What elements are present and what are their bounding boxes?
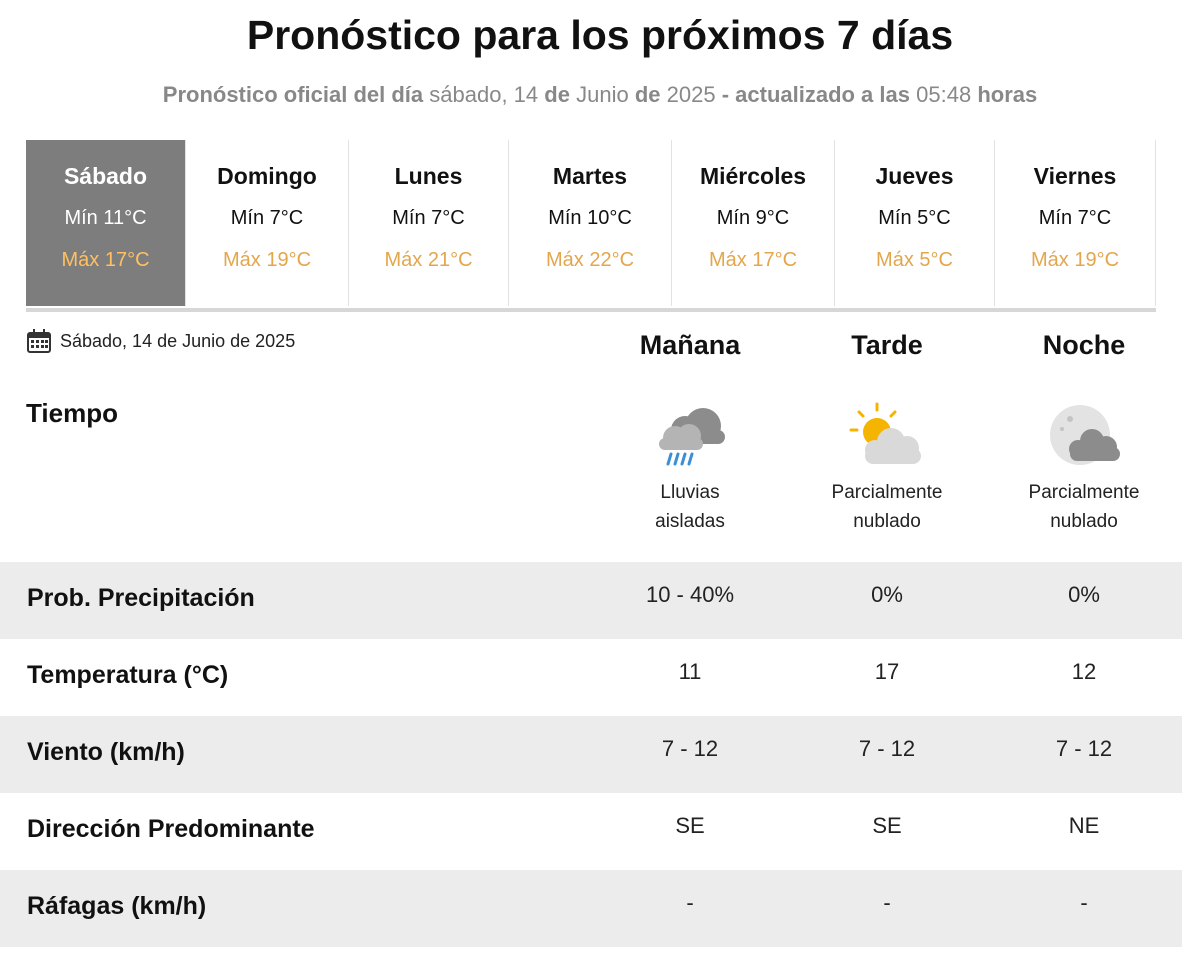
table-row [0, 716, 1182, 793]
table-row [0, 562, 1182, 639]
day-max-temp: Máx 21°C [384, 249, 473, 271]
tab-day-martes[interactable] [509, 140, 672, 306]
day-name: Jueves [875, 163, 954, 189]
day-name: Lunes [394, 163, 463, 189]
row-value: SE [872, 813, 902, 838]
day-max-temp: Máx 17°C [708, 249, 798, 271]
rain-cloud-icon [645, 402, 735, 472]
forecast-detail-table [0, 562, 1182, 947]
sun-cloud-icon [847, 402, 927, 472]
row-label: Prob. Precipitación [27, 584, 255, 612]
table-row [0, 870, 1182, 947]
tab-day-viernes[interactable] [995, 140, 1156, 306]
day-min-temp: Mín 9°C [716, 207, 790, 229]
subtitle-prefix: Pronóstico oficial del día [162, 82, 424, 107]
row-value: SE [675, 813, 705, 838]
row-value: 0% [871, 582, 903, 607]
day-max-temp: Máx 22°C [545, 249, 635, 271]
weather-desc-line2: aisladas [655, 511, 725, 532]
subtitle-de-1: de [544, 82, 570, 107]
selected-date-text: Sábado, 14 de Junio de 2025 [60, 330, 296, 351]
day-tabs [26, 140, 1156, 312]
subtitle-month: Junio [576, 82, 629, 107]
day-name: Martes [552, 163, 628, 189]
subtitle-updated: - actualizado a las [721, 82, 910, 107]
day-max-temp: Máx 19°C [222, 249, 312, 271]
subtitle-year: 2025 [666, 82, 716, 107]
tiempo-label: Tiempo [26, 398, 118, 428]
period-header-noche: Noche [1042, 330, 1126, 360]
row-value: 7 - 12 [661, 736, 719, 761]
row-value: - [686, 890, 694, 915]
tab-day-jueves[interactable] [835, 140, 995, 306]
page-title: Pronóstico para los próximos 7 días [246, 12, 954, 58]
period-header-manana: Mañana [639, 330, 741, 360]
table-row [0, 639, 1182, 716]
day-min-temp: Mín 11°C [64, 207, 147, 229]
row-value: 17 [874, 659, 900, 684]
row-label: Dirección Predominante [27, 815, 315, 843]
period-header-tarde: Tarde [851, 330, 923, 360]
row-value: NE [1068, 813, 1100, 838]
row-value: 12 [1071, 659, 1097, 684]
row-value: - [883, 890, 891, 915]
selected-date [26, 328, 295, 354]
subtitle-weekday: sábado, 14 [429, 82, 539, 107]
day-max-temp: Máx 19°C [1030, 249, 1120, 271]
row-value: 7 - 12 [858, 736, 916, 761]
day-min-temp: Mín 7°C [392, 207, 465, 229]
tab-day-sabado[interactable] [26, 140, 186, 306]
table-row [0, 793, 1182, 870]
day-min-temp: Mín 7°C [230, 207, 304, 229]
weather-desc-line1: Lluvias [660, 482, 720, 503]
weather-tarde [787, 398, 987, 536]
weather-desc-line2: nublado [853, 511, 921, 532]
weather-desc-line2: nublado [1050, 511, 1118, 532]
row-value: 0% [1068, 582, 1100, 607]
day-min-temp: Mín 10°C [548, 207, 632, 229]
forecast-subtitle [0, 80, 1200, 110]
tab-day-lunes[interactable] [349, 140, 509, 306]
day-name: Domingo [217, 163, 317, 189]
day-max-temp: Máx 5°C [876, 249, 953, 271]
day-name: Sábado [63, 163, 148, 189]
day-min-temp: Mín 7°C [1038, 207, 1112, 229]
subtitle-time: 05:48 [916, 82, 972, 107]
row-value: 10 - 40% [645, 582, 735, 607]
row-value: - [1080, 890, 1088, 915]
row-label: Temperatura (°C) [27, 661, 229, 689]
day-max-temp: Máx 17°C [61, 249, 150, 271]
moon-cloud-icon [1044, 401, 1124, 473]
row-value: 11 [678, 659, 702, 684]
row-value: 7 - 12 [1055, 736, 1113, 761]
weather-desc-line1: Parcialmente [1028, 482, 1140, 503]
subtitle-de-2: de [634, 82, 661, 107]
weather-manana [590, 398, 790, 536]
weather-noche [984, 398, 1184, 536]
calendar-icon [26, 328, 52, 354]
weather-desc-line1: Parcialmente [831, 482, 943, 503]
day-name: Miércoles [699, 163, 807, 189]
row-label: Ráfagas (km/h) [27, 892, 207, 920]
day-min-temp: Mín 5°C [878, 207, 951, 229]
day-name: Viernes [1033, 163, 1117, 189]
tab-day-domingo[interactable] [186, 140, 349, 306]
row-label: Viento (km/h) [27, 738, 185, 766]
tab-day-miercoles[interactable] [672, 140, 835, 306]
subtitle-hours: horas [977, 82, 1038, 107]
